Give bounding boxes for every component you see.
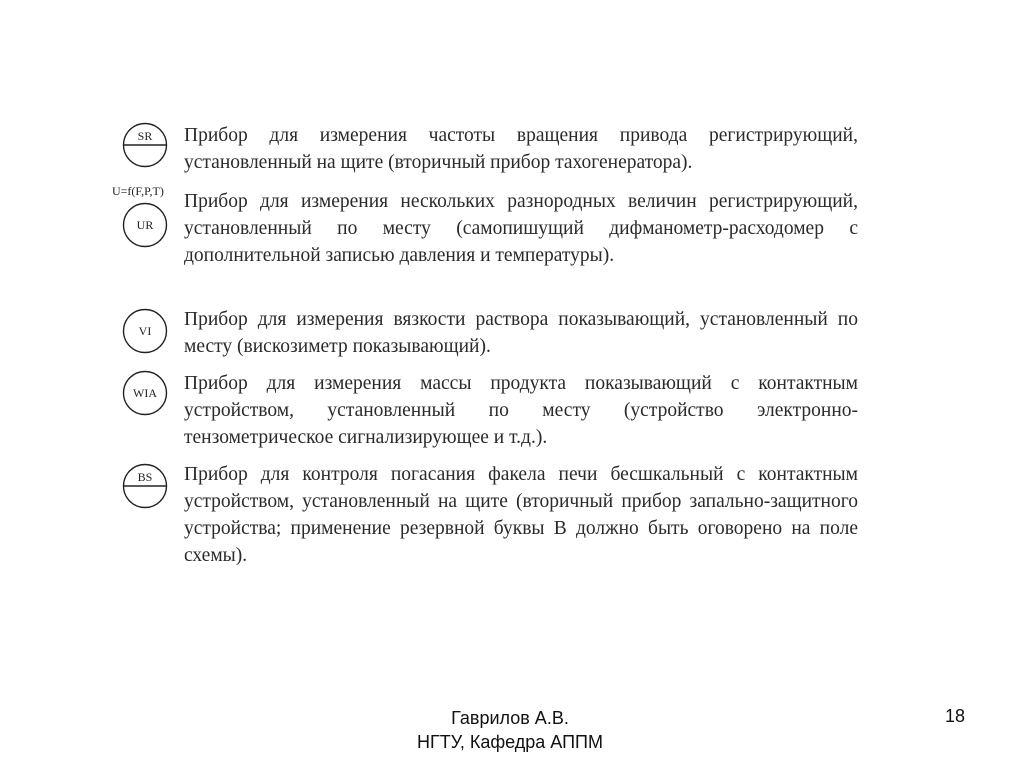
symbol-code: WIA [133, 386, 157, 400]
instrument-description: Прибор для измерения нескольких разнородных величин регистрирующий, установленный по месту (самопишущий дифманометр-расходомер с дополнительной записью давления и температуры). [184, 191, 858, 266]
instrument-symbol-bs [122, 463, 168, 509]
footer-author-block [360, 706, 660, 754]
instrument-symbol-vi [122, 308, 168, 354]
instrument-description: Прибор для контроля погасания факела печи бесшкальный с контактным устройством, установленный на щите (вторичный прибор запально-защитного устройства; применение резервной буквы B должно быть оговорено на поле схемы). [184, 464, 858, 566]
instrument-description: Прибор для измерения массы продукта показывающий с контактным устройством, установленный по месту (устройство электронно-тензометрическое сигнализирующее и т.д.). [184, 373, 858, 448]
symbol-code: VI [138, 324, 152, 338]
instrument-symbol-wia [122, 370, 168, 416]
footer-author: Гаврилов А.В. [451, 708, 569, 728]
instrument-description: Прибор для измерения частоты вращения привода регистрирующий, установленный на щите (вторичный прибор тахогенератора). [184, 125, 858, 173]
instrument-description: Прибор для измерения вязкости раствора показывающий, установленный по месту (вискозиметр показывающий). [184, 309, 858, 357]
page-number: 18 [944, 706, 966, 726]
function-note: U=f(F,P,T) [112, 184, 164, 198]
instrument-symbol-sr [122, 122, 168, 168]
symbol-code: SR [137, 129, 153, 143]
footer-organization: НГТУ, Кафедра АППМ [417, 732, 603, 752]
symbol-code: BS [137, 470, 153, 484]
symbol-code: UR [136, 218, 154, 232]
instrument-symbol-ur [122, 202, 168, 248]
